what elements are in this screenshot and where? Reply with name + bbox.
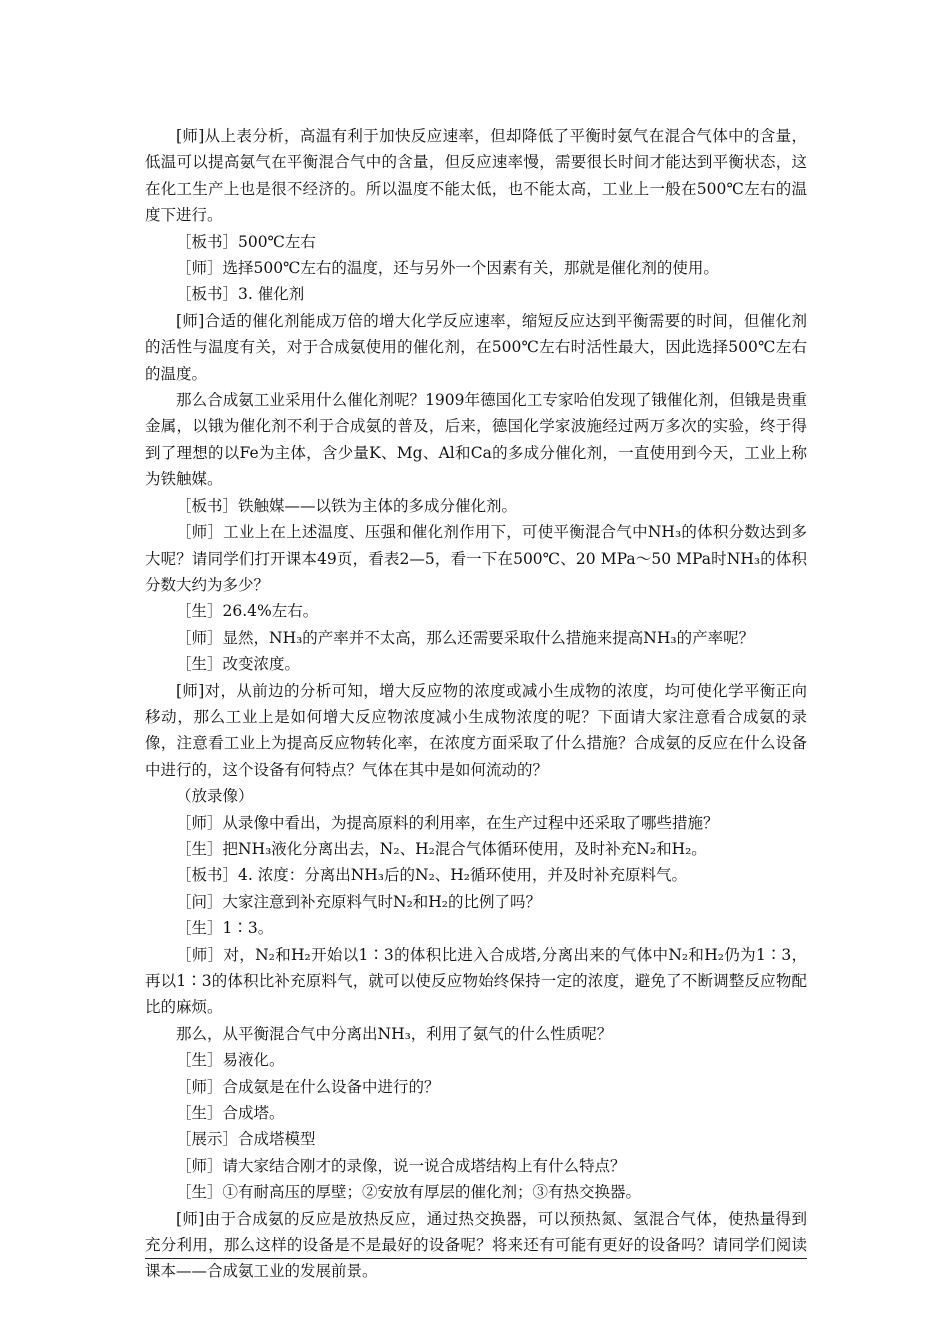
paragraph: ［师］从录像中看出，为提高原料的利用率，在生产过程中还采取了哪些措施？ [176,813,719,832]
paragraph: ［师］显然，NH₃的产率并不太高，那么还需要采取什么措施来提高NH₃的产率呢？ [176,628,755,647]
paragraph: [师]对，从前边的分析可知，增大反应物的浓度或减小生成物的浓度，均可使化学平衡正向移动，那么工业上是如何增大反应物浓度减小生成物浓度的呢？下面请大家注意看合成氨的录像，注意看工业上为提高反应物转化率，在浓度方面采取了什么措施？合成氨的反应在什么设备中进行的，这个设备有何特点？气体在其中是如何流动的？ [145,681,807,779]
paragraph: ［生］1∶3。 [176,919,274,938]
paragraph: ［问］大家注意到补充原料气时N₂和H₂的比例了吗？ [176,892,542,911]
paragraph: [师]从上表分析，高温有利于加快反应速率，但却降低了平衡时氨气在混合气体中的含量，低温可以提高氨气在平衡混合气中的含量，但反应速率慢，需要很长时间才能达到平衡状态，这在化工生产上也是很不经济的。所以温度不能太低，也不能太高，工业上一般在500℃左右的温度下进行。 [145,127,807,225]
paragraph: ［师］工业上在上述温度、压强和催化剂作用下，可使平衡混合气中NH₃的体积分数达到多大呢？请同学们打开课本49页，看表2—5，看一下在500℃、20 MPa～50 MPa时NH₃的体积分数大约为多少？ [145,523,807,594]
paragraph: （放录像） [176,787,254,806]
paragraph: ［生］把NH₃液化分离出去，N₂、H₂混合气体循环使用，及时补充N₂和H₂。 [176,839,707,858]
paragraph: 那么，从平衡混合气中分离出NH₃，利用了氨气的什么性质呢？ [176,1024,613,1043]
paragraph: ［师］合成氨是在什么设备中进行的？ [176,1077,440,1096]
paragraph: [师]由于合成氨的反应是放热反应，通过热交换器，可以预热氮、氢混合气体，使热量得到充分利用，那么这样的设备是不是最好的设备呢？将来还有可能有更好的设备吗？请同学们阅读课本——合成氨工业的发展前景。 [145,1209,807,1281]
paragraph: ［生］26.4%左右。 [176,602,319,621]
paragraph: ［生］易液化。 [176,1051,285,1070]
document-body [145,123,807,1285]
paragraph: ［生］改变浓度。 [176,655,301,674]
paragraph: ［板书］500℃左右 [176,232,316,251]
paragraph: ［板书］4. 浓度：分离出NH₃后的N₂、H₂循环使用，并及时补充原料气。 [176,866,688,885]
paragraph: [师]合适的催化剂能成万倍的增大化学反应速率，缩短反应达到平衡需要的时间，但催化剂的活性与温度有关，对于合成氨使用的催化剂，在500℃左右时活性最大，因此选择500℃左右的温度。 [145,311,807,383]
paragraph: ［师］对，N₂和H₂开始以1∶3的体积比进入合成塔,分离出来的气体中N₂和H₂仍为1∶3，再以1∶3的体积比补充原料气，就可以使反应物始终保持一定的浓度，避免了不断调整反应物配比的麻烦。 [145,945,807,1017]
paragraph: ［板书］3. 催化剂 [176,285,305,304]
paragraph: ［板书］铁触媒——以铁为主体的多成分催化剂。 [176,496,518,515]
paragraph: ［师］选择500℃左右的温度，还与另外一个因素有关，那就是催化剂的使用。 [176,259,719,278]
paragraph: ［生］合成塔。 [176,1104,285,1123]
paragraph: 那么合成氨工业采用什么催化剂呢？1909年德国化工专家哈伯发现了锇催化剂，但锇是贵重金属，以锇为催化剂不利于合成氨的普及，后来，德国化学家波施经过两万多次的实验，终于得到了理想的以Fe为主体，含少量K、Mg、Al和Ca的多成分催化剂，一直使用到今天，工业上称为铁触媒。 [145,391,807,489]
paragraph: ［生］①有耐高压的厚壁；②安放有厚层的催化剂；③有热交换器。 [176,1183,642,1202]
footer-rule [145,1258,807,1259]
paragraph: ［展示］合成塔模型 [176,1130,316,1149]
paragraph: ［师］请大家结合刚才的录像，说一说合成塔结构上有什么特点？ [176,1156,626,1175]
